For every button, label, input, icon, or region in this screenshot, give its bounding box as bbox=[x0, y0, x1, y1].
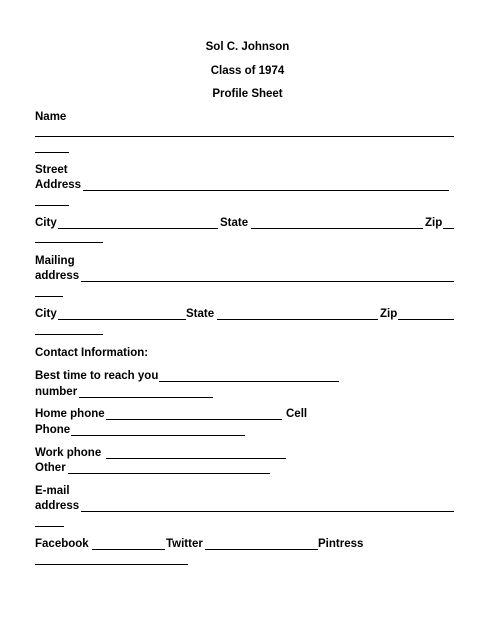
name-field-line-1[interactable] bbox=[35, 136, 454, 137]
state-label: State bbox=[220, 217, 249, 229]
facebook-field-line[interactable] bbox=[92, 549, 165, 550]
email-address-field-line-2[interactable] bbox=[35, 526, 64, 527]
cell-phone-field-line[interactable] bbox=[71, 435, 245, 436]
cell-phone-label: Phone bbox=[35, 424, 71, 436]
pintress-label: Pintress bbox=[318, 538, 364, 550]
twitter-field-line[interactable] bbox=[205, 549, 318, 550]
other-field-line[interactable] bbox=[68, 473, 270, 474]
zip-field-line-1[interactable] bbox=[443, 228, 454, 229]
home-phone-field-line[interactable] bbox=[106, 419, 282, 420]
best-time-field-line[interactable] bbox=[159, 381, 339, 382]
street-label: Street bbox=[35, 164, 68, 176]
contact-information-heading: Contact Information: bbox=[35, 347, 149, 359]
mailing-address-field-line-2[interactable] bbox=[35, 296, 63, 297]
work-phone-label: Work phone bbox=[35, 447, 102, 459]
mailing-label: Mailing bbox=[35, 255, 75, 267]
email-address-field-line-1[interactable] bbox=[81, 511, 454, 512]
name-label: Name bbox=[35, 111, 67, 123]
email-address-label: address bbox=[35, 500, 80, 512]
mailing-address-label: address bbox=[35, 270, 80, 282]
facebook-label: Facebook bbox=[35, 538, 89, 550]
mailing-address-field-line-1[interactable] bbox=[81, 281, 454, 282]
street-address-field-line-2[interactable] bbox=[35, 205, 69, 206]
number-label: number bbox=[35, 386, 78, 398]
pintress-field-line[interactable] bbox=[35, 564, 188, 565]
class-year: Class of 1974 bbox=[210, 65, 285, 77]
sheet-title: Profile Sheet bbox=[212, 88, 283, 100]
street-address-field-line-1[interactable] bbox=[83, 190, 449, 191]
other-label: Other bbox=[35, 462, 66, 474]
mailing-zip-label: Zip bbox=[380, 308, 398, 320]
person-name: Sol C. Johnson bbox=[205, 41, 290, 53]
home-phone-label: Home phone bbox=[35, 408, 105, 420]
zip-field-line-2[interactable] bbox=[35, 242, 103, 243]
mailing-state-field-line[interactable] bbox=[217, 319, 378, 320]
state-field-line[interactable] bbox=[251, 228, 423, 229]
number-field-line[interactable] bbox=[79, 397, 213, 398]
mailing-zip-field-line-2[interactable] bbox=[35, 334, 103, 335]
email-label: E-mail bbox=[35, 485, 70, 497]
mailing-state-label: State bbox=[186, 308, 215, 320]
mailing-city-field-line[interactable] bbox=[58, 319, 186, 320]
city-field-line[interactable] bbox=[58, 228, 218, 229]
zip-label: Zip bbox=[425, 217, 443, 229]
city-label: City bbox=[35, 217, 57, 229]
twitter-label: Twitter bbox=[166, 538, 203, 550]
name-field-line-2[interactable] bbox=[35, 152, 69, 153]
mailing-city-label: City bbox=[35, 308, 57, 320]
street-address-label: Address bbox=[35, 179, 82, 191]
cell-label: Cell bbox=[286, 408, 308, 420]
mailing-zip-field-line-1[interactable] bbox=[398, 319, 454, 320]
work-phone-field-line[interactable] bbox=[106, 458, 286, 459]
best-time-label: Best time to reach you bbox=[35, 370, 159, 382]
